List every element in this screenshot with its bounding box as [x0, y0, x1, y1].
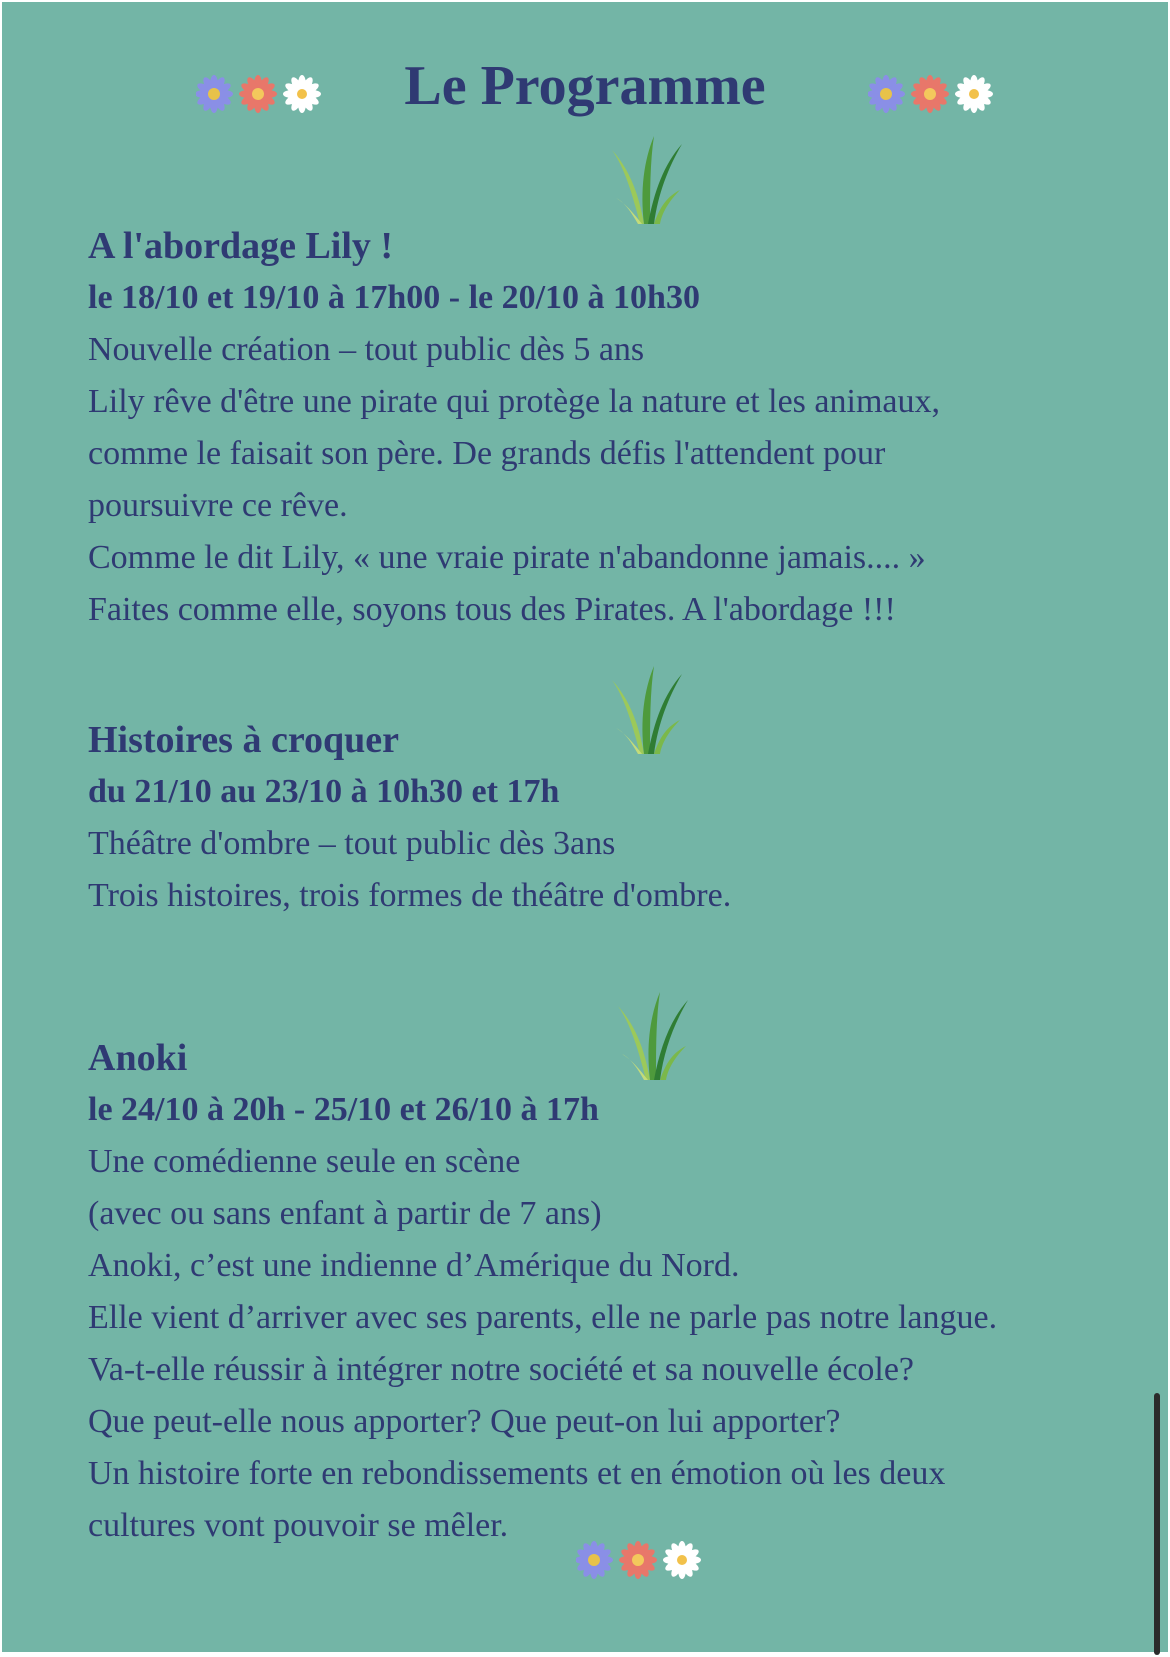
event-title: Histoires à croquer [88, 719, 399, 761]
red-daisy-icon [619, 1541, 657, 1579]
event-card [88, 714, 1148, 922]
blue-daisy-icon [868, 75, 905, 113]
event-description-line: Trois histoires, trois formes de théâtre d'ombre. [88, 877, 732, 914]
event-title: Anoki [88, 1037, 188, 1079]
event-description-line: Comme le dit Lily, « une vraie pirate n'abandonne jamais.... » [88, 539, 926, 576]
flowers-bottom-decoration [576, 1540, 704, 1580]
event-description-line: Faites comme elle, soyons tous des Pirates. A l'abordage !!! [88, 591, 896, 628]
event-description-line: Lily rêve d'être une pirate qui protège la nature et les animaux, [88, 383, 940, 420]
event-description-line: Elle vient d’arriver avec ses parents, elle ne parle pas notre langue. [88, 1299, 998, 1336]
red-daisy-icon [911, 75, 949, 113]
program-page [2, 2, 1168, 1652]
event-dates: le 24/10 à 20h - 25/10 et 26/10 à 17h [88, 1091, 599, 1128]
vertical-scrollbar[interactable] [1154, 1393, 1160, 1655]
event-description-line: Théâtre d'ombre – tout public dès 3ans [88, 825, 616, 862]
event-description-line: comme le faisait son père. De grands défis l'attendent pour [88, 435, 886, 472]
flowers-right-decoration [868, 74, 996, 114]
event-card [88, 220, 1148, 636]
event-description-line: Anoki, c’est une indienne d’Amérique du Nord. [88, 1247, 740, 1284]
event-description-line: Va-t-elle réussir à intégrer notre société et sa nouvelle école? [88, 1351, 914, 1388]
event-description-line: Un histoire forte en rebondissements et en émotion où les deux [88, 1455, 946, 1492]
white-daisy-icon [663, 1541, 701, 1579]
event-description-line: Une comédienne seule en scène [88, 1143, 521, 1180]
event-dates: du 21/10 au 23/10 à 10h30 et 17h [88, 773, 560, 810]
blue-daisy-icon [576, 1541, 613, 1579]
event-description-line: (avec ou sans enfant à partir de 7 ans) [88, 1195, 602, 1232]
event-description-line: poursuivre ce rêve. [88, 487, 348, 524]
grass-tuft-icon [610, 132, 682, 226]
event-description-line: Que peut-elle nous apporter? Que peut-on lui apporter? [88, 1403, 841, 1440]
white-daisy-icon [955, 75, 993, 113]
event-description-line: Nouvelle création – tout public dès 5 ans [88, 331, 645, 368]
event-title: A l'abordage Lily ! [88, 225, 394, 267]
event-dates: le 18/10 et 19/10 à 17h00 - le 20/10 à 10h30 [88, 279, 700, 316]
event-description-line: cultures vont pouvoir se mêler. [88, 1507, 509, 1544]
event-card [88, 1032, 1148, 1552]
page-title: Le Programme [404, 55, 766, 117]
